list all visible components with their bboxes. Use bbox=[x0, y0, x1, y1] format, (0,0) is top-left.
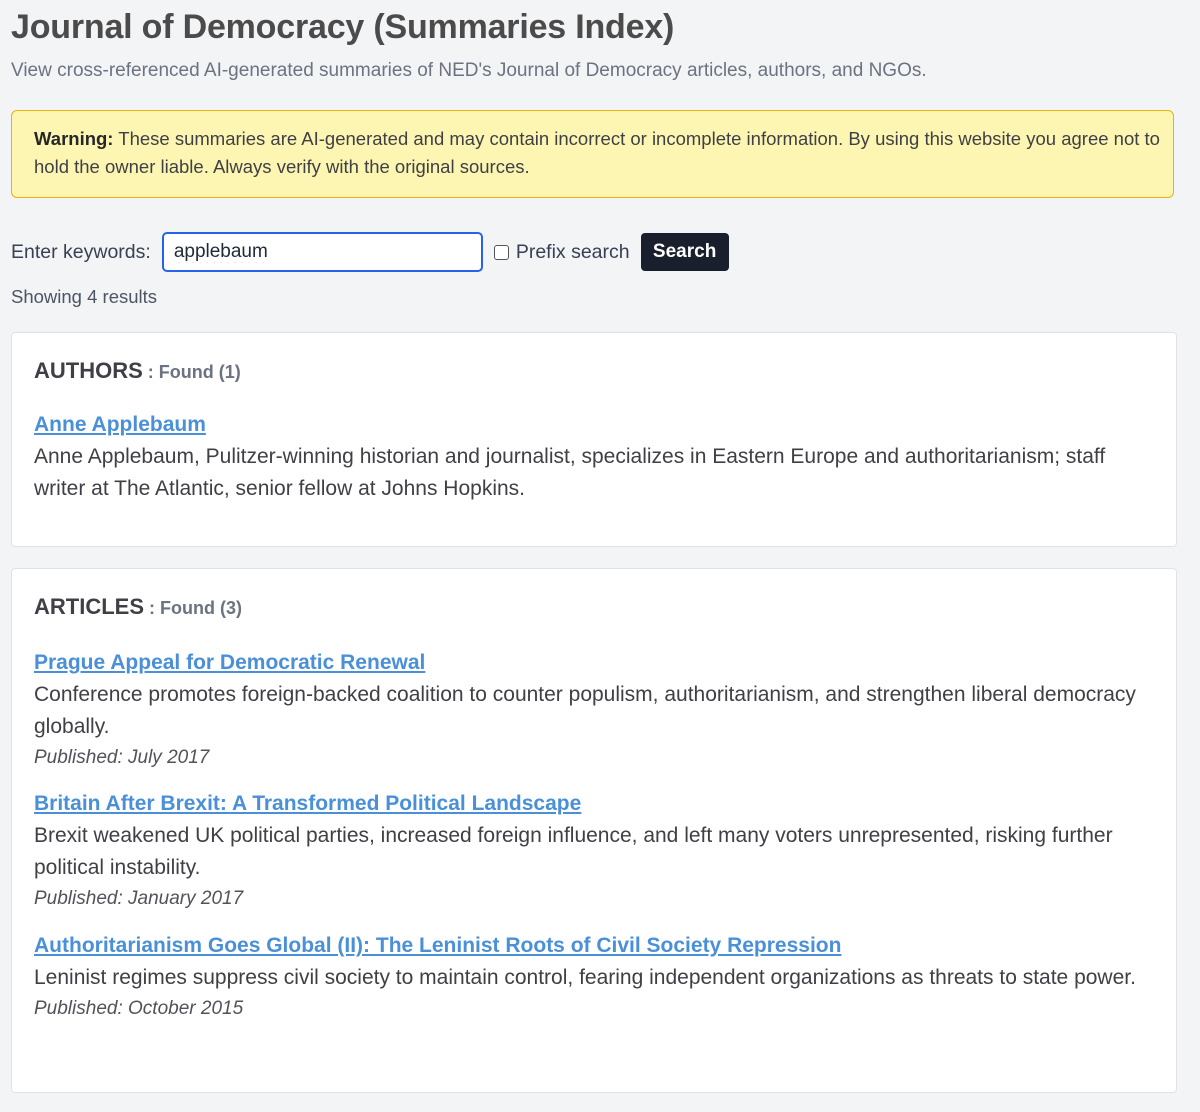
article-published-date: Published: July 2017 bbox=[34, 747, 210, 768]
search-form bbox=[11, 232, 729, 272]
search-button[interactable]: Search bbox=[641, 233, 729, 271]
warning-banner bbox=[11, 110, 1174, 198]
page-subtitle: View cross-referenced AI-generated summaries of NED's Journal of Democracy articles, authors, and NGOs. bbox=[11, 60, 927, 81]
article-entry bbox=[34, 647, 1154, 773]
authors-found-count: : Found (1) bbox=[142, 362, 241, 382]
article-link[interactable]: Prague Appeal for Democratic Renewal bbox=[34, 651, 426, 674]
page-title: Journal of Democracy (Summaries Index) bbox=[11, 8, 675, 46]
articles-section bbox=[11, 568, 1177, 1093]
articles-found-count: : Found (3) bbox=[144, 598, 242, 618]
authors-heading bbox=[34, 357, 241, 385]
prefix-search-option bbox=[494, 241, 630, 264]
warning-text: These summaries are AI-generated and may contain incorrect or incomplete information. By using this website you agree not to hold the owner liable. Always verify with the original sources. bbox=[34, 128, 1160, 177]
article-entry bbox=[34, 930, 1154, 1024]
authors-section bbox=[11, 332, 1177, 547]
author-summary: Anne Applebaum, Pulitzer-winning historian and journalist, specializes in Eastern Europe and authoritarianism; staff writer at The Atlantic, senior fellow at Johns Hopkins. bbox=[34, 445, 1106, 500]
results-count: Showing 4 results bbox=[11, 286, 158, 307]
prefix-search-checkbox[interactable] bbox=[494, 245, 509, 260]
article-summary: Brexit weakened UK political parties, increased foreign influence, and left many voters unrepresented, risking further political instability. bbox=[34, 824, 1113, 879]
article-link[interactable]: Authoritarianism Goes Global (II): The Leninist Roots of Civil Society Repression bbox=[34, 934, 842, 957]
warning-label: Warning: bbox=[34, 128, 114, 149]
article-link[interactable]: Britain After Brexit: A Transformed Political Landscape bbox=[34, 792, 582, 815]
articles-heading bbox=[34, 593, 242, 621]
article-published-date: Published: October 2015 bbox=[34, 998, 244, 1019]
prefix-search-label[interactable]: Prefix search bbox=[515, 240, 630, 263]
article-summary: Conference promotes foreign-backed coalition to counter populism, authoritarianism, and strengthen liberal democracy globally. bbox=[34, 683, 1136, 738]
search-input[interactable] bbox=[162, 232, 483, 272]
authors-heading-label: AUTHORS bbox=[34, 358, 143, 383]
author-entry bbox=[34, 409, 1154, 505]
search-label: Enter keywords: bbox=[11, 240, 151, 263]
articles-heading-label: ARTICLES bbox=[34, 594, 144, 619]
article-published-date: Published: January 2017 bbox=[34, 888, 244, 909]
article-summary: Leninist regimes suppress civil society to maintain control, fearing independent organizations as threats to state power. bbox=[34, 966, 1136, 989]
article-entry bbox=[34, 788, 1154, 914]
author-link[interactable]: Anne Applebaum bbox=[34, 413, 206, 436]
